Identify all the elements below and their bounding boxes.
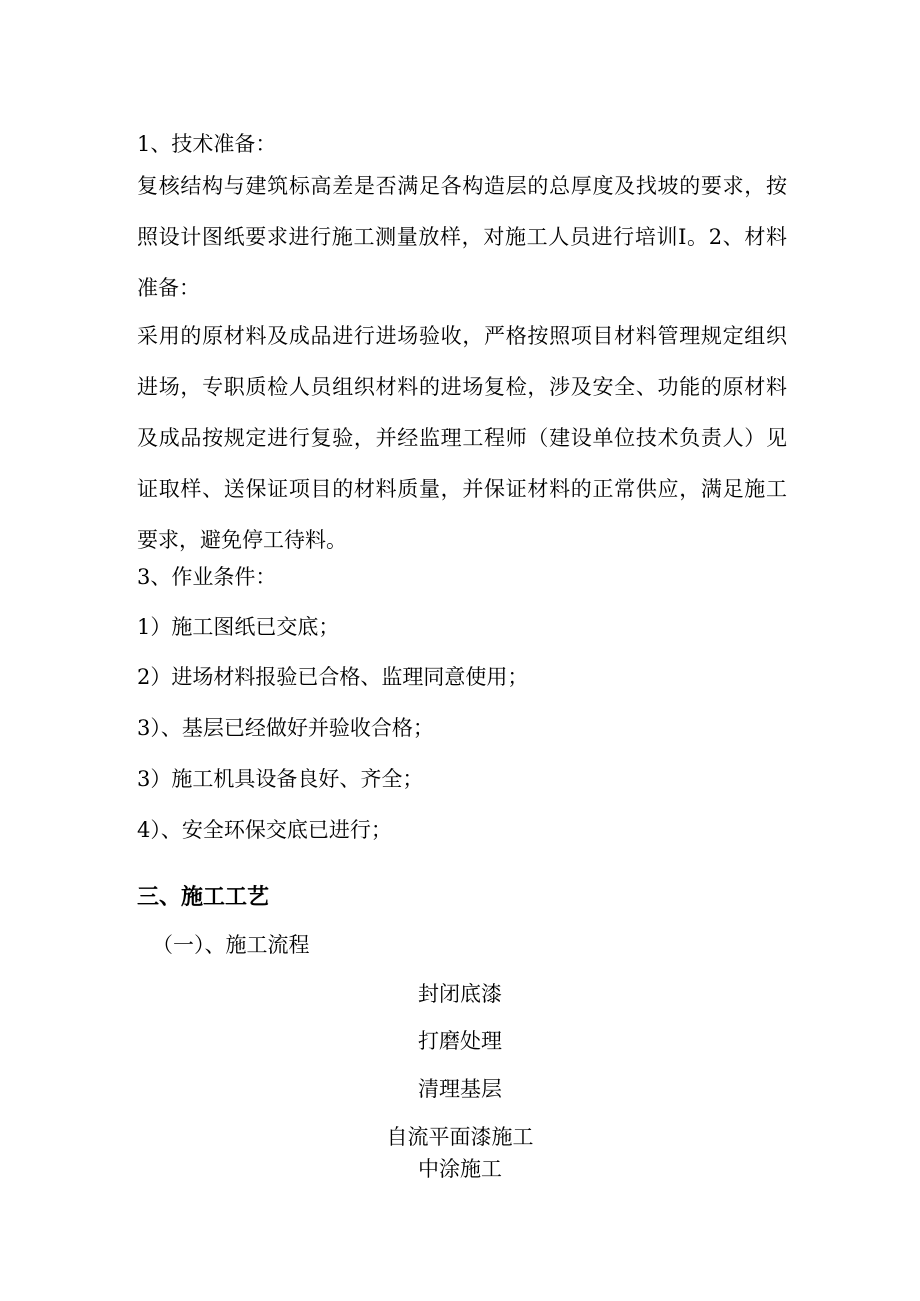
flow-step: 中涂施工 [418,1157,502,1181]
section-1-paragraph-text: 复核结构与建筑标高差是否满足各构造层的总厚度及找坡的要求，按照设计图纸要求进行施工测量放样，对施工人员进行培训I。2、材料准备： [137,174,787,300]
condition-item: 3）、基层已经做好并验收合格； [137,716,434,740]
chapter-title: 三、施工工艺 [137,884,270,910]
condition-item: 4）、安全环保交底已进行； [137,818,392,842]
section-1-paragraph [137,161,787,314]
section-3-heading: 3、作业条件： [137,565,277,589]
section-2-paragraph [137,311,787,566]
flow-step: 封闭底漆 [418,982,502,1006]
chapter-subtitle: （一）、施工流程 [152,933,310,957]
section-2-paragraph-text: 采用的原材料及成品进行进场验收，严格按照项目材料管理规定组织进场，专职质检人员组织材料的进场复检，涉及安全、功能的原材料及成品按规定进行复验，并经监理工程师（建设单位技术负责人）见证取样、送保证项目的材料质量，并保证材料的正常供应，满足施工要求，避免停工待料。 [137,324,787,552]
flow-step: 打磨处理 [418,1029,502,1053]
flow-step: 自流平面漆施工 [386,1125,534,1149]
flow-step: 清理基层 [418,1077,502,1101]
condition-item: 2）进场材料报验已合格、监理同意使用； [137,665,529,689]
condition-item: 1）施工图纸已交底； [137,615,340,639]
condition-item: 3）施工机具设备良好、齐全； [137,767,424,791]
section-1-heading: 1、技术准备： [137,132,277,156]
